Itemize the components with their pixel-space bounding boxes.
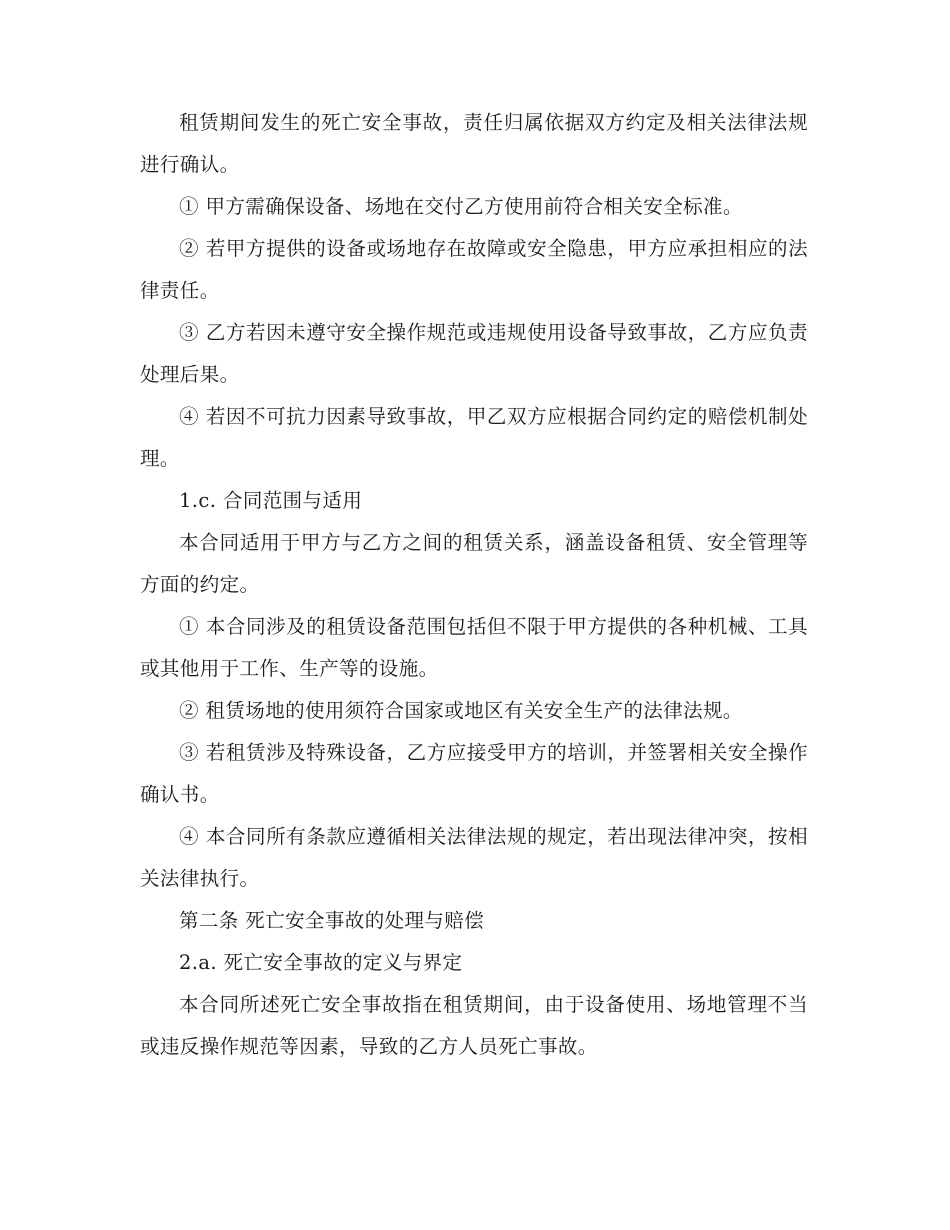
article-heading-2: 第二条 死亡安全事故的处理与赔偿 — [179, 909, 485, 932]
clause-item-4: ④ 若因不可抗力因素导致事故，甲乙双方应根据合同约定的赔偿机制处理。 — [140, 405, 808, 470]
paragraph-definition: 本合同所述死亡安全事故指在租赁期间，由于设备使用、场地管理不当或违反操作规范等因素，导致的乙方人员死亡事故。 — [140, 993, 808, 1058]
paragraph-scope: 本合同适用于甲方与乙方之间的租赁关系，涵盖设备租赁、安全管理等方面的约定。 — [140, 531, 808, 596]
clause-item-2: ② 若甲方提供的设备或场地存在故障或安全隐患，甲方应承担相应的法律责任。 — [140, 237, 808, 302]
clause-item-3: ③ 乙方若因未遵守安全操作规范或违规使用设备导致事故，乙方应负责处理后果。 — [140, 321, 808, 386]
scope-item-4: ④ 本合同所有条款应遵循相关法律法规的规定，若出现法律冲突，按相关法律执行。 — [140, 825, 808, 890]
paragraph-accident-liability: 租赁期间发生的死亡安全事故，责任归属依据双方约定及相关法律法规进行确认。 — [140, 111, 808, 176]
section-heading-2a: 2.a. 死亡安全事故的定义与界定 — [179, 951, 463, 974]
document-body — [140, 102, 808, 1068]
section-heading-1c: 1.c. 合同范围与适用 — [179, 489, 363, 512]
scope-item-3: ③ 若租赁涉及特殊设备，乙方应接受甲方的培训，并签署相关安全操作确认书。 — [140, 741, 808, 806]
scope-item-2: ② 租赁场地的使用须符合国家或地区有关安全生产的法律法规。 — [179, 699, 743, 722]
scope-item-1: ① 本合同涉及的租赁设备范围包括但不限于甲方提供的各种机械、工具或其他用于工作、生产等的设施。 — [140, 615, 808, 680]
clause-item-1: ① 甲方需确保设备、场地在交付乙方使用前符合相关安全标准。 — [179, 195, 743, 218]
